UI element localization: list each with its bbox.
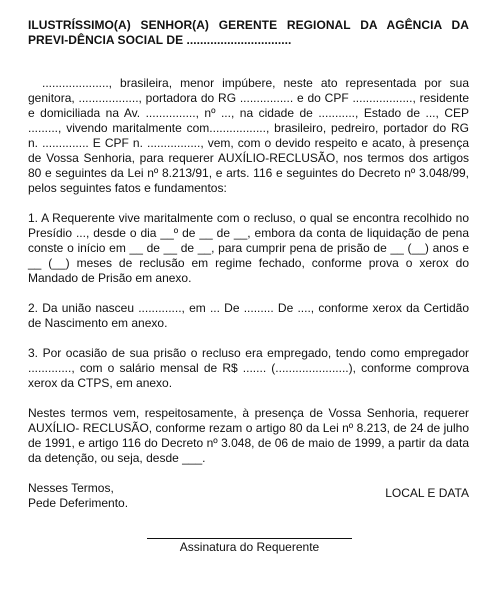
document-heading: ILUSTRÍSSIMO(A) SENHOR(A) GERENTE REGIONAL DA AGÊNCIA DA PREVI-DÊNCIA SOCIAL DE ............................... [28, 18, 469, 47]
request-paragraph: Nestes termos vem, respeitosamente, à presença de Vossa Senhoria, requerer AUXÍLIO- RECLUSÃO, conforme rezam o artigo 80 da Lei nº 8.213, de 24 de julho de 1991, e artigo 116 do Decreto nº 3.048, de 06 de maio de 1999, a partir da data da detenção, ou seja, desde ___. [28, 406, 469, 465]
intro-paragraph: ...................., brasileira, menor impúbere, neste ato representada por sua genitora, .................., portadora do RG ................ e do CPF .................., residente e domiciliada na Av. ..............., nº ..., na cidade de ..........., Estado de ..., CEP ........., vivendo maritalmente com................., brasileiro, pedreiro, portador do RG n. .............. E CPF n. ................, vem, com o devido respeito e acato, à presença de Vossa Senhoria, para requerer AUXÍLIO-RECLUSÃO, nos termos dos artigos 80 e seguintes da Lei nº 8.213/91, e arts. 116 e seguintes do Decreto nº 3.048/99, pelos seguintes fatos e fundamentos: [28, 76, 469, 195]
closing-line-2: Pede Deferimento. [28, 496, 129, 510]
fact-paragraph-3: 3. Por ocasião de sua prisão o recluso era empregado, tendo como empregador ............., com o salário mensal de R$ ....... (......................), conforme comprova xerox da CTPS, em anexo. [28, 346, 469, 390]
fact-paragraph-2: 2. Da união nasceu ............., em ... De ......... De ...., conforme xerox da Certidão de Nascimento em anexo. [28, 301, 469, 330]
closing-line-1: Nesses Termos, [28, 481, 114, 495]
fact-paragraph-1: 1. A Requerente vive maritalmente com o recluso, o qual se encontra recolhido no Presídio ..., desde o dia __º de __ de __, embora da conta de liquidação de pena conste o início em __ de __ de __, para cumprir pena de prisão de __ (__) anos e __ (__) meses de reclusão em regime fechado, conforme prova o xerox do Mandado de Prisão em anexo. [28, 211, 469, 285]
place-and-date: LOCAL E DATA [385, 486, 469, 500]
signature-line [147, 538, 352, 539]
signature-label: Assinatura do Requerente [179, 540, 320, 554]
petition-document [28, 18, 469, 511]
